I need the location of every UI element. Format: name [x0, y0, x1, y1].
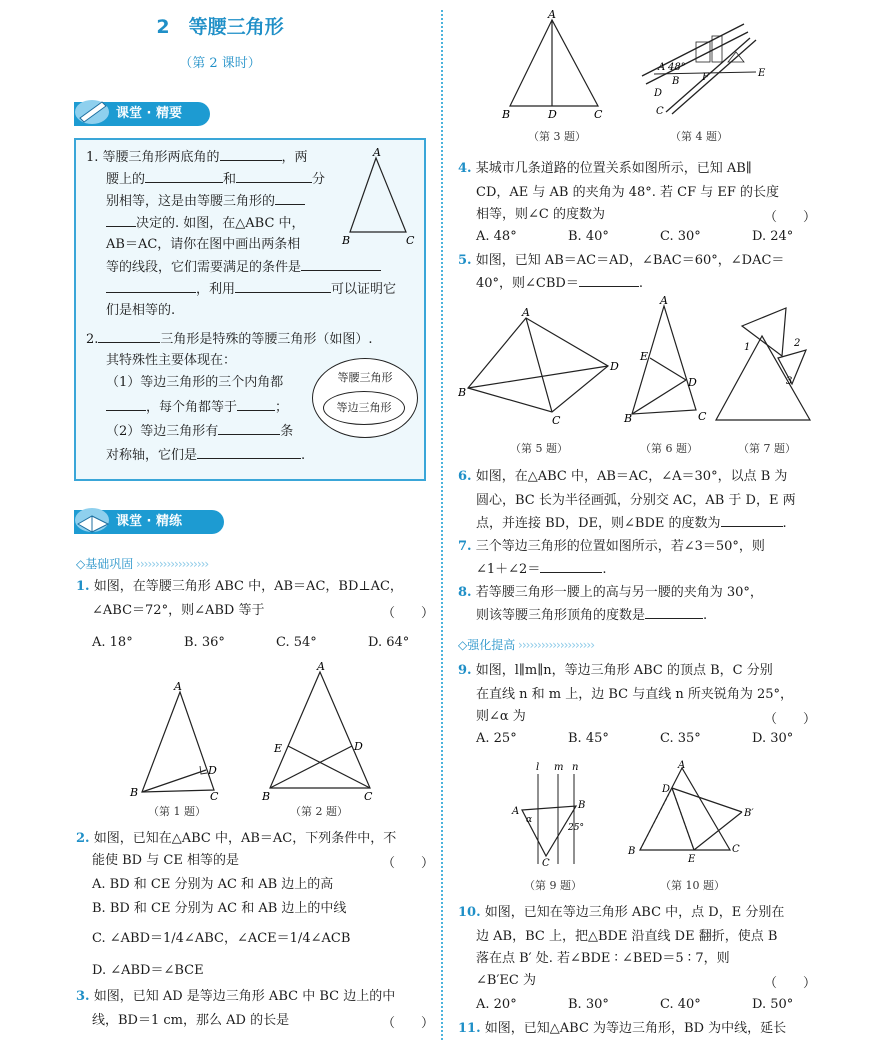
svg-text:F: F: [702, 72, 709, 83]
svg-text:m: m: [554, 762, 564, 773]
svg-text:n: n: [572, 762, 579, 773]
svg-text:B: B: [458, 386, 467, 399]
svg-text:C: C: [364, 790, 373, 802]
svg-text:B: B: [262, 790, 271, 802]
section-basic: ◇基础巩固 ›››››››››››››››››››: [76, 557, 209, 571]
page-title: 2 等腰三角形: [156, 16, 284, 38]
svg-text:A: A: [678, 760, 686, 771]
svg-text:D: D: [548, 108, 557, 121]
pencil-icon: [74, 96, 112, 126]
figure-6: [622, 296, 714, 428]
svg-text:D: D: [610, 360, 619, 373]
svg-text:A: A: [522, 308, 530, 319]
svg-text:E: E: [688, 854, 696, 865]
intro-triangle-figure: [338, 146, 418, 250]
svg-text:l: l: [536, 762, 540, 773]
practice-banner: [74, 510, 224, 534]
svg-text:B′: B′: [744, 808, 754, 819]
svg-text:2: 2: [794, 338, 801, 349]
svg-text:α: α: [526, 815, 533, 825]
svg-text:A: A: [660, 296, 668, 307]
intro-box: 1. 等腰三角形两底角的 ，两 腰上的 和 分 别相等，这是由等腰三角形的 决定的. 如图，在△ABC 中， AB＝AC，请你在图中画出两条相 等的线段，它们需要满足的条件是 ，利用 可以证明它 们是相等的. A B C 2. 三角形是特殊的等腰三角形（如图）. 其特殊性主要体现在： （1）等边三角形的三个内角都 ，每个角都等于 ； （2）等边三角形有 条 对称轴，它们是 . 等腰三角形 等边三角形: [74, 138, 426, 481]
svg-text:C: C: [698, 410, 707, 423]
figure-10: [626, 760, 766, 868]
figure-3: [500, 10, 610, 122]
svg-text:C: C: [656, 106, 664, 117]
intro-banner: [74, 102, 210, 126]
svg-text:C: C: [594, 108, 603, 121]
svg-text:D: D: [662, 784, 671, 795]
practice-banner-label: 课堂 · 精练: [116, 514, 182, 529]
svg-text:D: D: [354, 740, 363, 753]
figure-2: [260, 660, 380, 802]
svg-text:C: C: [542, 858, 550, 868]
column-divider: [441, 10, 443, 1040]
svg-text:D: D: [208, 764, 217, 777]
venn-outer: 等腰三角形 等边三角形: [312, 358, 418, 438]
svg-text:B: B: [628, 846, 636, 857]
svg-text:3: 3: [786, 376, 793, 387]
svg-text:A: A: [174, 680, 182, 693]
svg-text:B: B: [502, 108, 511, 121]
svg-text:A: A: [548, 10, 556, 21]
figure-5: [458, 308, 622, 430]
svg-text:E: E: [274, 742, 283, 755]
svg-text:B: B: [342, 234, 351, 247]
figure-1: [124, 678, 234, 802]
svg-text:A: A: [658, 62, 666, 73]
svg-text:B: B: [624, 412, 633, 425]
svg-text:25°: 25°: [568, 823, 584, 833]
venn-inner: 等边三角形: [323, 391, 405, 425]
svg-text:A: A: [373, 146, 381, 159]
figure-9: [508, 760, 592, 868]
svg-text:B: B: [672, 76, 680, 87]
book-icon: [74, 504, 112, 534]
svg-text:E: E: [758, 68, 766, 79]
svg-text:C: C: [552, 414, 561, 427]
svg-text:E: E: [640, 350, 649, 363]
svg-text:B: B: [578, 800, 586, 811]
svg-text:1: 1: [744, 342, 751, 353]
svg-text:B: B: [130, 786, 139, 799]
intro-banner-label: 课堂 · 精要: [116, 106, 182, 121]
figure-7: [710, 300, 818, 428]
svg-text:A: A: [317, 660, 325, 673]
svg-text:C: C: [406, 234, 415, 247]
svg-text:A: A: [512, 806, 520, 817]
svg-text:C: C: [732, 844, 740, 855]
svg-text:48°: 48°: [668, 62, 686, 73]
svg-text:D: D: [654, 88, 663, 99]
lesson-subtitle: （第 2 课时）: [179, 56, 261, 71]
figure-4: [632, 14, 772, 118]
worksheet-page: 2 等腰三角形 （第 2 课时） 课堂 · 精要 1. 等腰三角形两底角的 ，两 腰上的 和 分 别相等，这是由等腰三角形的 决定的. 如图，在△ABC 中， AB＝AC，请你在图中画出两条相 等的线段，它们需要满足的条件是 ，利用 可以证明它 们是相等的. A B C 2. 三角形是特殊的等腰三角形（如图）. 其特殊性主要体现在： （1）等边三角形的三个内角都 ，每个角都等于 ； （2）等边三角形有 条 对称轴，它们是 . 等腰三角形 等边三角形 课堂 · 精练 ◇基础巩固 ››››››››››››››››››› 1. 如图，在等腰三角形 ABC 中，AB＝AC，BD⊥AC， ∠ABC＝72°，则∠ABD 等于 （ ） A. 18° B. 36° C. 54° D. 64° A B C D （第 1 题） A B C D E （第 2 题） 2. 如图，已知在△ABC 中，AB＝AC，下列条件中，不 能使 BD 与 CE 相等的是 （ ） A. BD 和 CE 分别为 AC 和 AB 边上的高 B. BD 和 CE 分别为 AC 和 AB 边上的中线 C. ∠ABD＝1/4∠ABC，∠ACE＝1/4∠ACB D. ∠ABD＝∠BCE 3. 如图，已知 AD 是等边三角形 ABC 中 BC 边上的中 线，BD＝1 cm，那么 AD 的长是 （ ） A B D C （第 3 题） 48° A B F E D C （第 4 题） 4. 某城市几条道路的位置关系如图所示，已知 AB∥ CD，AE 与 AB 的夹角为 48°. 若 CF 与 EF 的长度 相等，则∠C 的度数为 （ ） A. 48° B. 40° C. 30° D. 24° 5. 如图，已知 AB＝AC＝AD，∠BAC＝60°，∠DAC＝ 40°，则∠CBD＝ . A B C D （第 5 题） A B C D E （第 6 题） 1 2 3 （第 7 题） 6. 如图，在△ABC 中，AB＝AC，∠A＝30°，以点 B 为 圆心，BC 长为半径画弧，分别交 AC，AB 于 D，E 两 点，并连接 BD，DE，则∠BDE 的度数为 . 7. 三个等边三角形的位置如图所示，若∠3＝50°，则 ∠1＋∠2＝ . 8. 若等腰三角形一腰上的高与另一腰的夹角为 30°， 则该等腰三角形顶角的度数是 . ◇强化提高 ›››››››››››››››››››› 9. 如图，l∥m∥n，等边三角形 ABC 的顶点 B，C 分别 在直线 n 和 m 上，边 BC 与直线 n 所夹锐角为 25°， 则∠α 为 （ ） A. 25° B. 45° C. 35° D. 30° l m n A B C α 25° （第 9 题） A D B′ B E C （第 10 题） 10. 如图，已知在等边三角形 ABC 中，点 D，E 分别在 边 AB，BC 上，把△BDE 沿直线 DE 翻折，使点 B 落在点 B′ 处. 若∠BDE ∶ ∠BED＝5 ∶ 7，则 ∠B′EC 为 （ ） A. 20° B. 30° C. 40° D. 50° 11. 如图，已知△ABC 为等边三角形，BD 为中线，延长: [0, 0, 892, 1044]
section-advanced: ◇强化提高 ››››››››››››››››››››: [458, 638, 595, 652]
svg-text:D: D: [688, 376, 697, 389]
svg-text:C: C: [210, 790, 219, 802]
